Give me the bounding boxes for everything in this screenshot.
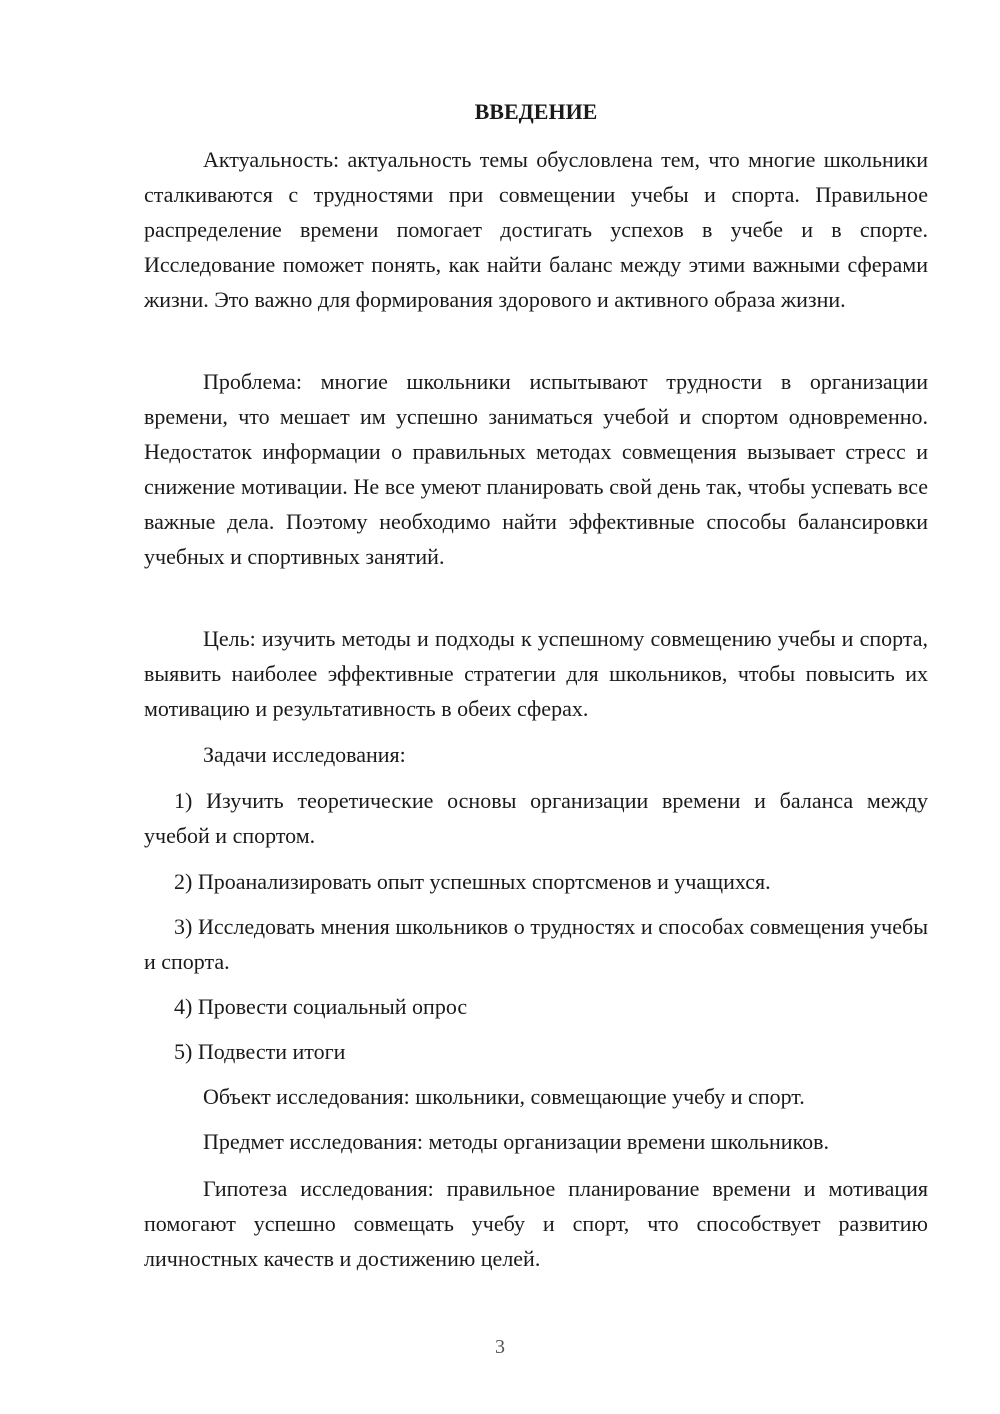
paragraph-relevance: Актуальность: актуальность темы обусловлена тем, что многие школьники сталкиваются с трудностями при совмещении учебы и спорта. Правильное распределение времени помогает достигать успехов в учебе и в спорте. Исследование поможет понять, как найти баланс между этими важными сферами жизни. Это важно для формирования здорового и активного образа жизни. [144,147,928,312]
task-item-2: 2) Проанализировать опыт успешных спортсменов и учащихся. [174,869,771,894]
task-item-4: 4) Провести социальный опрос [174,994,468,1019]
research-subject: Предмет исследования: методы организации времени школьников. [203,1129,830,1154]
page-number: 3 [495,1336,505,1358]
paragraph-problem: Проблема: многие школьники испытывают трудности в организации времени, что мешает им успешно заниматься учебой и спортом одновременно. Недостаток информации о правильных методах совмещения вызывает стресс и снижение мотивации. Не все умеют планировать свой день так, чтобы успевать все важные дела. Поэтому необходимо найти эффективные способы балансировки учебных и спортивных занятий. [144,369,928,569]
task-item-1: 1) Изучить теоретические основы организации времени и баланса между учебой и спортом. [144,788,928,848]
task-item-3: 3) Исследовать мнения школьников о трудностях и способах совмещения учебы и спорта. [144,914,928,974]
paragraph-goal: Цель: изучить методы и подходы к успешному совмещению учебы и спорта, выявить наиболее эффективные стратегии для школьников, чтобы повысить их мотивацию и результативность в обеих сферах. [144,626,928,721]
research-object: Объект исследования: школьники, совмещающие учебу и спорт. [203,1084,805,1109]
task-item-5: 5) Подвести итоги [174,1039,346,1064]
tasks-heading: Задачи исследования: [203,742,406,767]
page-title: ВВЕДЕНИЕ [474,99,598,124]
research-hypothesis: Гипотеза исследования: правильное планирование времени и мотивация помогают успешно совмещать учебу и спорт, что способствует развитию личностных качеств и достижению целей. [144,1176,928,1271]
